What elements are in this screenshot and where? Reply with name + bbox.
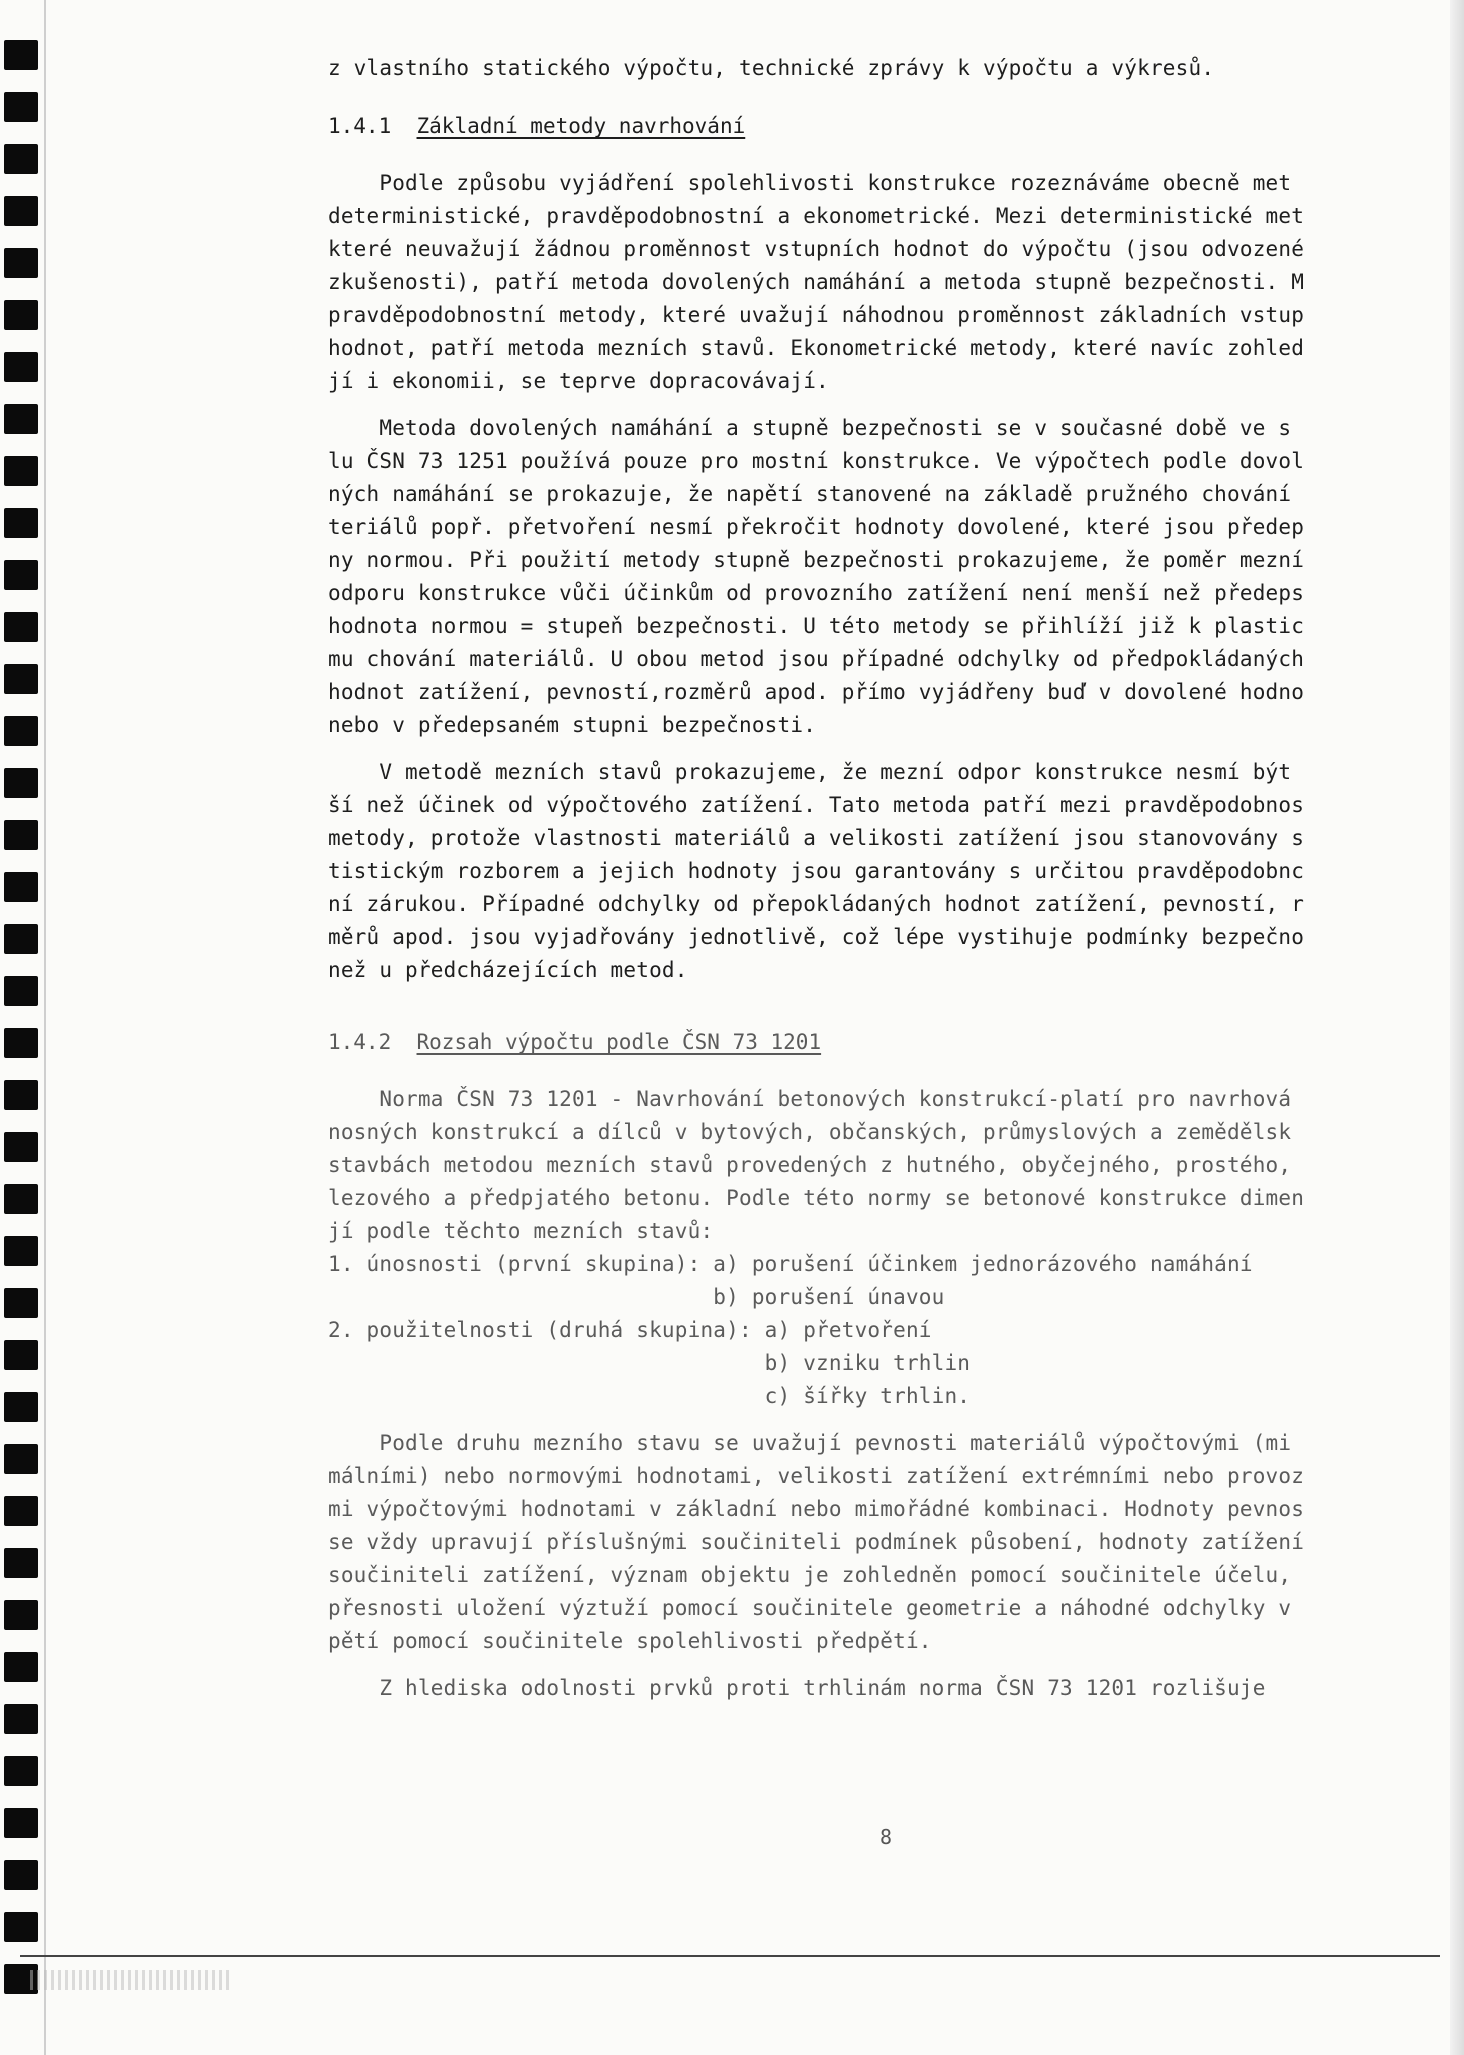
text-line: se vždy upravují příslušnými součiniteli podmínek působení, hodnoty zatížení <box>328 1530 1305 1554</box>
text-line: jí i ekonomii, se teprve dopracovávají. <box>328 369 829 393</box>
paragraph-2 <box>328 412 1428 742</box>
binding-hole <box>4 144 38 174</box>
binding-hole <box>4 976 38 1006</box>
paragraph-3 <box>328 756 1428 987</box>
text-line: lu ČSN 73 1251 používá pouze pro mostní konstrukce. Ve výpočtech podle dovol <box>328 449 1305 473</box>
text-line: deterministické, pravděpodobnostní a ekonometrické. Mezi deterministické met <box>328 204 1305 228</box>
binding-hole <box>4 664 38 694</box>
text-line: mi výpočtovými hodnotami v základní nebo mimořádné kombinaci. Hodnoty pevnos <box>328 1497 1305 1521</box>
text-line: Podle druhu mezního stavu se uvažují pevnosti materiálů výpočtovými (mi <box>328 1431 1292 1455</box>
binding-hole <box>4 300 38 330</box>
binding-hole <box>4 820 38 850</box>
text-line: které neuvažují žádnou proměnnost vstupních hodnot do výpočtu (jsou odvozené <box>328 237 1305 261</box>
binding-hole <box>4 716 38 746</box>
text-line: součiniteli zatížení, význam objektu je zohledněn pomocí součinitele účelu, <box>328 1563 1292 1587</box>
text-line: teriálů popř. přetvoření nesmí překročit hodnoty dovolené, které jsou předep <box>328 515 1305 539</box>
text-line: Metoda dovolených namáhání a stupně bezpečnosti se v současné době ve s <box>328 416 1292 440</box>
binding-hole <box>4 1496 38 1526</box>
text-line: přesnosti uložení výztuží pomocí součinitele geometrie a náhodné odchylky v <box>328 1596 1292 1620</box>
paragraph-6-start: Z hlediska odolnosti prvků proti trhlinám norma ČSN 73 1201 rozlišuje <box>328 1676 1266 1700</box>
page-bottom-edge <box>20 1955 1440 1997</box>
text-line: stavbách metodou mezních stavů provedených z hutného, obyčejného, prostého, <box>328 1153 1292 1177</box>
paragraph-5 <box>328 1427 1428 1658</box>
text-line: Norma ČSN 73 1201 - Navrhování betonových konstrukcí-platí pro navrhová <box>328 1087 1292 1111</box>
binding-hole <box>4 1288 38 1318</box>
text-line: zkušenosti), patří metoda dovolených namáhání a metoda stupně bezpečnosti. M <box>328 270 1305 294</box>
binding-hole <box>4 1028 38 1058</box>
text-line: lezového a předpjatého betonu. Podle této normy se betonové konstrukce dimen <box>328 1186 1305 1210</box>
binding-hole <box>4 508 38 538</box>
binding-hole <box>4 456 38 486</box>
list-item: 1. únosnosti (první skupina): a) porušení účinkem jednorázového namáhání <box>328 1252 1253 1276</box>
text-line: ní zárukou. Případné odchylky od přepokládaných hodnot zatížení, pevností, r <box>328 892 1305 916</box>
binding-hole <box>4 612 38 642</box>
text-line: než u předcházejících metod. <box>328 958 688 982</box>
list-item: c) šířky trhlin. <box>328 1384 971 1408</box>
text-line: V metodě mezních stavů prokazujeme, že mezní odpor konstrukce nesmí být <box>328 760 1292 784</box>
binding-hole <box>4 404 38 434</box>
binding-hole <box>4 1548 38 1578</box>
binding-hole <box>4 40 38 70</box>
text-line: mu chování materiálů. U obou metod jsou případné odchylky od předpokládaných <box>328 647 1305 671</box>
binding-hole <box>4 560 38 590</box>
section-number: 1.4.2 <box>328 1030 392 1054</box>
binding-hole <box>4 1808 38 1838</box>
binding-hole <box>4 1392 38 1422</box>
text-line: málními) nebo normovými hodnotami, velikosti zatížení extrémními nebo provoz <box>328 1464 1305 1488</box>
binding-hole <box>4 1652 38 1682</box>
text-line: metody, protože vlastnosti materiálů a velikosti zatížení jsou stanovovány s <box>328 826 1305 850</box>
page-number: 8 <box>880 1825 893 1849</box>
intro-line: z vlastního statického výpočtu, technické zprávy k výpočtu a výkresů. <box>328 56 1215 80</box>
paragraph-1 <box>328 167 1428 398</box>
list-item: b) porušení únavou <box>328 1285 945 1309</box>
binding-hole <box>4 352 38 382</box>
binding-hole <box>4 248 38 278</box>
binding-hole <box>4 1912 38 1942</box>
binding-hole <box>4 1756 38 1786</box>
section-heading-1-4-2 <box>328 1025 1428 1059</box>
binding-hole <box>4 1860 38 1890</box>
section-number: 1.4.1 <box>328 114 392 138</box>
text-line: pětí pomocí součinitele spolehlivosti předpětí. <box>328 1629 932 1653</box>
binding-hole <box>4 768 38 798</box>
limit-states-list <box>328 1248 1428 1413</box>
text-line: jí podle těchto mezních stavů: <box>328 1219 714 1243</box>
binding-hole <box>4 1444 38 1474</box>
binding-hole <box>4 1132 38 1162</box>
list-item: 2. použitelnosti (druhá skupina): a) přetvoření <box>328 1318 932 1342</box>
text-line: nebo v předepsaném stupni bezpečnosti. <box>328 713 817 737</box>
text-line: ných namáhání se prokazuje, že napětí stanovené na základě pružného chování <box>328 482 1292 506</box>
binding-hole <box>4 92 38 122</box>
binding-hole <box>4 1704 38 1734</box>
spiral-binding <box>0 0 44 2055</box>
binding-hole <box>4 872 38 902</box>
binding-hole <box>4 196 38 226</box>
binding-hole <box>4 1184 38 1214</box>
binding-hole <box>4 1340 38 1370</box>
text-line: pravděpodobnostní metody, které uvažují náhodnou proměnnost základních vstup <box>328 303 1305 327</box>
text-line: tistickým rozborem a jejich hodnoty jsou garantovány s určitou pravděpodobnc <box>328 859 1305 883</box>
text-line: ny normou. Při použití metody stupně bezpečnosti prokazujeme, že poměr mezní <box>328 548 1305 572</box>
section-title: Rozsah výpočtu podle ČSN 73 1201 <box>416 1030 822 1054</box>
right-page-edge <box>1450 0 1464 2055</box>
binding-hole <box>4 1080 38 1110</box>
binding-hole <box>4 1236 38 1266</box>
text-line: ší než účinek od výpočtového zatížení. Tato metoda patří mezi pravděpodobnos <box>328 793 1305 817</box>
text-line: hodnot, patří metoda mezních stavů. Ekonometrické metody, které navíc zohled <box>328 336 1305 360</box>
text-line: Podle způsobu vyjádření spolehlivosti konstrukce rozeznáváme obecně met <box>328 171 1292 195</box>
binding-hole <box>4 924 38 954</box>
bottom-shadow <box>30 1970 230 1990</box>
paragraph-4 <box>328 1083 1428 1248</box>
text-line: odporu konstrukce vůči účinkům od provozního zatížení není menší než předeps <box>328 581 1305 605</box>
binding-hole <box>4 1600 38 1630</box>
text-line: hodnota normou = stupeň bezpečnosti. U této metody se přihlíží již k plastic <box>328 614 1305 638</box>
section-heading-1-4-1 <box>328 109 1428 143</box>
list-item: b) vzniku trhlin <box>328 1351 971 1375</box>
text-line: měrů apod. jsou vyjadřovány jednotlivě, což lépe vystihuje podmínky bezpečno <box>328 925 1305 949</box>
text-line: nosných konstrukcí a dílců v bytových, občanských, průmyslových a zemědělsk <box>328 1120 1292 1144</box>
document-body <box>328 52 1428 1705</box>
section-title: Základní metody navrhování <box>416 114 746 138</box>
page-edge <box>44 0 46 2055</box>
text-line: hodnot zatížení, pevností,rozměrů apod. přímo vyjádřeny buď v dovolené hodno <box>328 680 1305 704</box>
